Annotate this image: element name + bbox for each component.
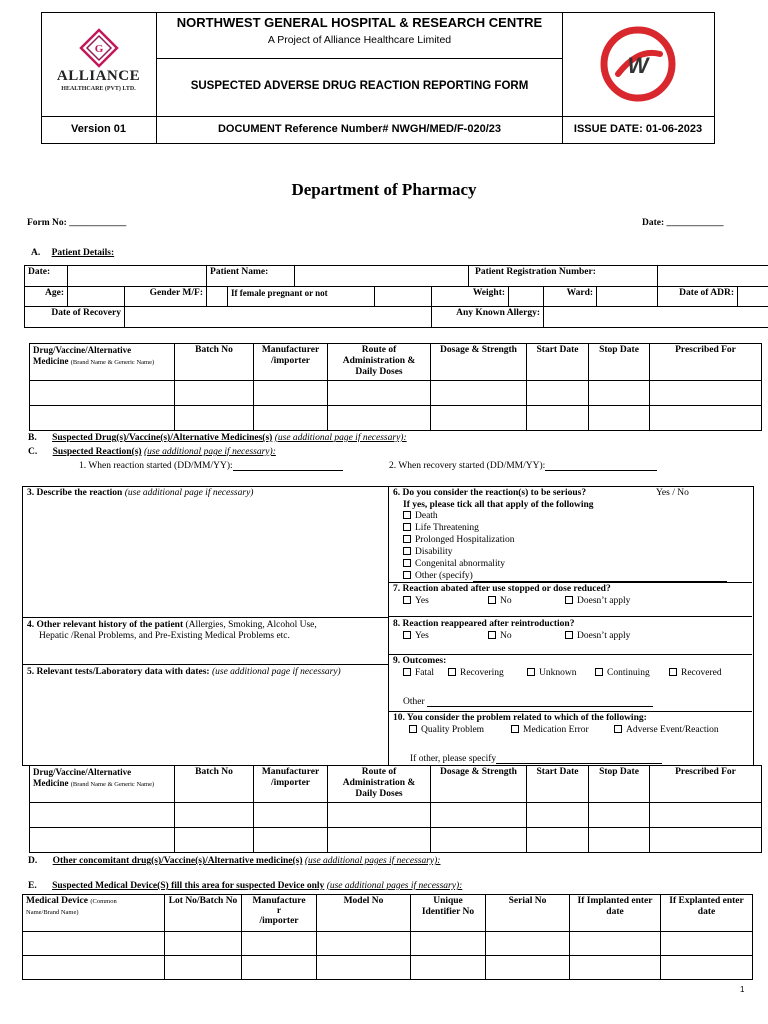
label-weight: Weight:: [432, 287, 509, 307]
col-dosage: Dosage & Strength: [431, 344, 527, 381]
q5-label: 5. Relevant tests/Laboratory data with dates: (use additional page if necessary): [27, 667, 341, 677]
q8-no[interactable]: No: [488, 631, 512, 641]
col-explanted: If Explanted enter date: [661, 895, 753, 932]
col-model: Model No: [317, 895, 411, 932]
q6-option-congenital[interactable]: Congenital abnormality: [403, 559, 727, 571]
checkbox[interactable]: [403, 547, 411, 555]
alliance-logo-icon: [79, 28, 119, 68]
q8-na[interactable]: Doesn’t apply: [565, 631, 630, 641]
q10-other[interactable]: If other, please specify: [410, 754, 662, 764]
table-row: [23, 956, 753, 980]
doc-ref: DOCUMENT Reference Number# NWGH/MED/F-020/23: [217, 123, 501, 135]
section-c-heading: C. Suspected Reaction(s) (use additional page if necessary):: [28, 447, 276, 457]
input-patient-name[interactable]: [295, 266, 469, 287]
checkbox[interactable]: [403, 571, 411, 579]
label-reg-no: Patient Registration Number:: [469, 266, 658, 287]
col-prescribed: Prescribed For: [650, 344, 762, 381]
checkbox[interactable]: [403, 535, 411, 543]
q9-fatal[interactable]: Fatal: [403, 668, 434, 678]
project-line: A Project of Alliance Healthcare Limited: [267, 34, 452, 46]
reaction-started[interactable]: 1. When reaction started (DD/MM/YY):: [79, 461, 343, 471]
svg-text:W: W: [627, 53, 649, 78]
table-row: [30, 803, 762, 828]
col-device-manufacturer: Manufacture r /importer: [242, 895, 317, 932]
section-a-title: Patient Details:: [51, 248, 115, 258]
section-d-heading: D. Other concomitant drug(s)/Vaccine(s)/Alternative medicine(s) (use additional pages if necessary):: [28, 856, 441, 866]
col-route: Route of Administration & Daily Doses: [328, 766, 431, 803]
concomitant-drug-table: [29, 765, 762, 853]
logo-sub: HEALTHCARE (PVT) LTD.: [61, 86, 136, 92]
q6-option-hospitalization[interactable]: Prolonged Hospitalization: [403, 535, 727, 547]
q7-title: 7. Reaction abated after use stopped or dose reduced?: [393, 584, 611, 594]
q9-continuing[interactable]: Continuing: [595, 668, 650, 678]
col-lot: Lot No/Batch No: [165, 895, 242, 932]
table-row: [30, 406, 762, 431]
section-b-heading: B. Suspected Drug(s)/Vaccine(s)/Alternative Medicines(s) (use additional page if necessary):: [28, 433, 407, 443]
q10-medication-error[interactable]: Medication Error: [511, 725, 589, 735]
q10-quality[interactable]: Quality Problem: [409, 725, 484, 735]
department-title: Department of Pharmacy: [291, 180, 477, 199]
q7-na[interactable]: Doesn’t apply: [565, 596, 630, 606]
checkbox[interactable]: [403, 511, 411, 519]
col-stop: Stop Date: [589, 766, 650, 803]
header-hline-low: [41, 116, 714, 117]
q6-option-life-threatening[interactable]: Life Threatening: [403, 523, 727, 535]
checkbox[interactable]: [403, 523, 411, 531]
q6-option-death[interactable]: Death: [403, 511, 727, 523]
label-ward: Ward:: [544, 287, 597, 307]
input-age[interactable]: [68, 287, 125, 307]
col-start: Start Date: [527, 344, 589, 381]
col-manufacturer: Manufacturer /importer: [254, 344, 328, 381]
col-manufacturer: Manufacturer /importer: [254, 766, 328, 803]
q10-title: 10. You consider the problem related to which of the following:: [393, 713, 647, 723]
col-serial: Serial No: [486, 895, 570, 932]
label-gender: Gender M/F:: [125, 287, 207, 307]
q9-title: 9. Outcomes:: [393, 656, 447, 666]
input-gender[interactable]: [207, 287, 228, 307]
q10-adverse-event[interactable]: Adverse Event/Reaction: [614, 725, 719, 735]
table-row: [23, 932, 753, 956]
input-reg-no[interactable]: [658, 266, 768, 287]
grid-line-right-3: [388, 654, 752, 655]
label-date-adr: Date of ADR:: [658, 287, 738, 307]
col-drug: Drug/Vaccine/Alternative Medicine (Brand Name & Generic Name): [30, 344, 175, 381]
q6-title: 6. Do you consider the reaction(s) to be serious?: [393, 488, 587, 498]
suspected-drug-table: [29, 343, 762, 431]
section-e-heading: E. Suspected Medical Device(S) fill this area for suspected Device only (use additional pages if necessary):: [28, 881, 463, 891]
q4-label: 4. Other relevant history of the patient (Allergies, Smoking, Alcohol Use, Hepatic /Renal Problems, and Pre-Existing Medical Problems etc.: [27, 620, 317, 641]
q6-options: [403, 511, 727, 582]
alliance-logo: [41, 12, 156, 116]
section-a-heading: [31, 248, 114, 258]
q6-sub: If yes, please tick all that apply of the following: [403, 500, 594, 510]
hospital-name: NORTHWEST GENERAL HOSPITAL & RESEARCH CENTRE: [176, 15, 543, 30]
col-batch: Batch No: [175, 766, 254, 803]
q8-yes[interactable]: Yes: [403, 631, 429, 641]
input-recovery[interactable]: [125, 307, 432, 328]
grid-vline: [388, 486, 389, 765]
q9-other[interactable]: Other: [403, 697, 653, 707]
version-label: Version 01: [70, 123, 127, 135]
col-drug: Drug/Vaccine/Alternative Medicine (Brand Name & Generic Name): [30, 766, 175, 803]
form-no[interactable]: Form No: ____________: [27, 218, 127, 228]
input-weight[interactable]: [509, 287, 544, 307]
q3-label: 3. Describe the reaction (use additional page if necessary): [27, 488, 254, 498]
label-recovery: Date of Recovery: [25, 307, 125, 328]
label-age: Age:: [25, 287, 68, 307]
label-date: Date:: [25, 266, 68, 287]
col-medical-device: Medical Device (Common Name/Brand Name): [23, 895, 165, 932]
issue-date: ISSUE DATE: 01-06-2023: [573, 123, 703, 135]
col-prescribed: Prescribed For: [650, 766, 762, 803]
logo-name: ALLIANCE: [56, 68, 141, 84]
checkbox[interactable]: [403, 559, 411, 567]
label-allergy: Any Known Allergy:: [432, 307, 544, 328]
col-dosage: Dosage & Strength: [431, 766, 527, 803]
input-allergy[interactable]: [544, 307, 768, 328]
q9-unknown[interactable]: Unknown: [527, 668, 576, 678]
grid-line-left-1: [22, 617, 388, 618]
q6-option-other[interactable]: Other (specify): [403, 571, 727, 583]
grid-line-left-2: [22, 664, 388, 665]
col-batch: Batch No: [175, 344, 254, 381]
grid-line-right-2: [388, 616, 752, 617]
medical-device-table: [22, 894, 753, 980]
col-stop: Stop Date: [589, 344, 650, 381]
header-hline-mid: [156, 58, 563, 59]
table-row: [30, 381, 762, 406]
date-top[interactable]: Date: ____________: [642, 218, 724, 228]
section-a-letter: A.: [31, 248, 41, 258]
input-pregnant[interactable]: [375, 287, 432, 307]
input-date[interactable]: [68, 266, 207, 287]
nwgh-logo-icon: [600, 26, 676, 102]
col-implanted: If Implanted enter date: [570, 895, 661, 932]
q7-no[interactable]: No: [488, 596, 512, 606]
col-route: Route of Administration & Daily Doses: [328, 344, 431, 381]
q8-title: 8. Reaction reappeared after reintroduction?: [393, 619, 575, 629]
table-row: [30, 828, 762, 853]
input-date-adr[interactable]: [738, 287, 768, 307]
input-ward[interactable]: [597, 287, 658, 307]
grid-line-right-4: [388, 711, 752, 712]
label-pregnant: If female pregnant or not: [228, 287, 375, 307]
patient-details-table: [24, 265, 768, 328]
svg-text:G: G: [94, 43, 104, 55]
q7-yes[interactable]: Yes: [403, 596, 429, 606]
q6-yes-no[interactable]: Yes / No: [656, 488, 689, 498]
col-start: Start Date: [527, 766, 589, 803]
col-uid: Unique Identifier No: [411, 895, 486, 932]
form-title: SUSPECTED ADVERSE DRUG REACTION REPORTING FORM: [190, 80, 529, 92]
q9-recovering[interactable]: Recovering: [448, 668, 504, 678]
recovery-started[interactable]: 2. When recovery started (DD/MM/YY):: [389, 461, 657, 471]
q9-recovered[interactable]: Recovered: [669, 668, 722, 678]
page-number: 1: [740, 985, 745, 994]
label-patient-name: Patient Name:: [207, 266, 295, 287]
q6-option-disability[interactable]: Disability: [403, 547, 727, 559]
